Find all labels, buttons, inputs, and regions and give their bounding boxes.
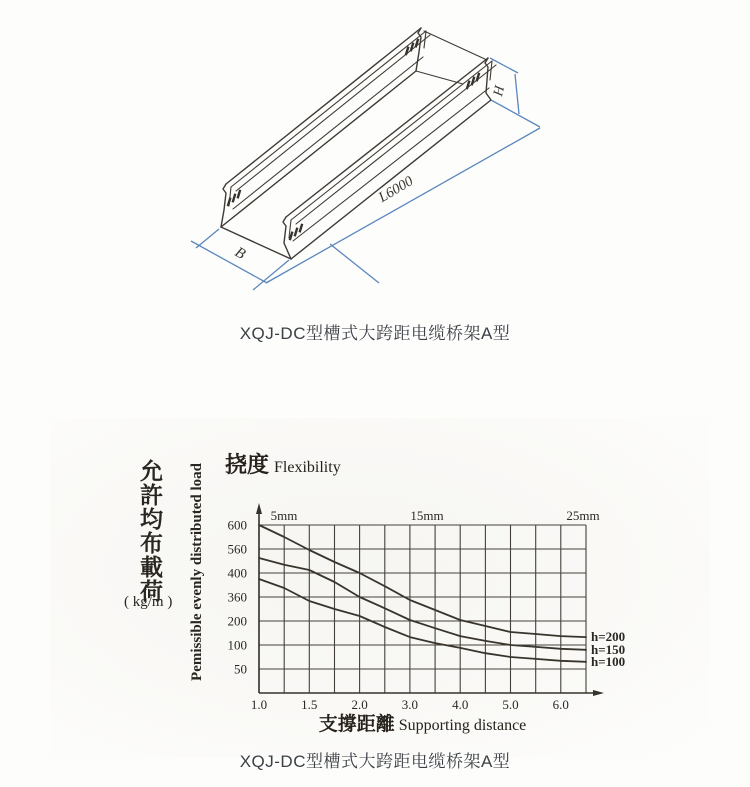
cable-tray-isometric-drawing [150, 10, 590, 310]
deflection-label: 5mm [270, 508, 298, 523]
y-tick-label: 100 [227, 637, 247, 653]
x-tick-label: 1.5 [301, 697, 318, 712]
dim-length-label: L6000 [375, 173, 417, 206]
x-tick-label: 5.0 [502, 697, 519, 712]
figure2-caption: XQJ-DC型槽式大跨距电缆桥架A型 [239, 752, 511, 771]
dim-width-label: B [232, 244, 248, 263]
chart-xlabel-chinese: 支撐距離 [318, 714, 395, 735]
deflection-label: 25mm [566, 508, 600, 523]
chart-xlabel [239, 709, 606, 736]
load-curve-h200 [259, 525, 586, 637]
x-tick-label: 2.0 [351, 697, 368, 712]
cable-tray-outline [221, 28, 496, 259]
chart-ylabel-english: Pemissible evenly distributed load [189, 463, 205, 681]
x-tick-label: 6.0 [552, 697, 569, 712]
y-tick-label: 200 [227, 613, 247, 629]
chart-tick-labels [228, 508, 600, 712]
curve-label: h=100 [591, 653, 626, 669]
deflection-label: 15mm [410, 508, 444, 523]
x-tick-label: 1.0 [250, 697, 268, 712]
curve-label: h=200 [591, 629, 626, 645]
y-tick-label: 400 [227, 565, 247, 581]
y-tick-label: 560 [227, 541, 247, 557]
curve-label: h=150 [591, 641, 626, 657]
chart-ylabel-unit: ( kg/m ) [124, 594, 173, 610]
y-tick-label: 360 [227, 589, 247, 605]
chart-ylabel-chinese: 允許均布載荷 [137, 459, 162, 603]
chart-xlabel-english: Supporting distance [398, 717, 527, 734]
x-tick-label: 3.0 [401, 697, 419, 712]
load-curve-h100 [259, 579, 586, 662]
x-tick-label: 4.0 [452, 697, 469, 712]
dim-height-label: H [491, 84, 509, 98]
chart-title-chinese: 挠度 [225, 452, 270, 477]
chart-title-english: Flexibility [274, 459, 341, 476]
figure1-caption: XQJ-DC型槽式大跨距电缆桥架A型 [239, 324, 511, 343]
load-curve-h150 [259, 558, 586, 650]
y-tick-label: 50 [234, 661, 247, 677]
y-tick-label: 600 [227, 517, 247, 533]
